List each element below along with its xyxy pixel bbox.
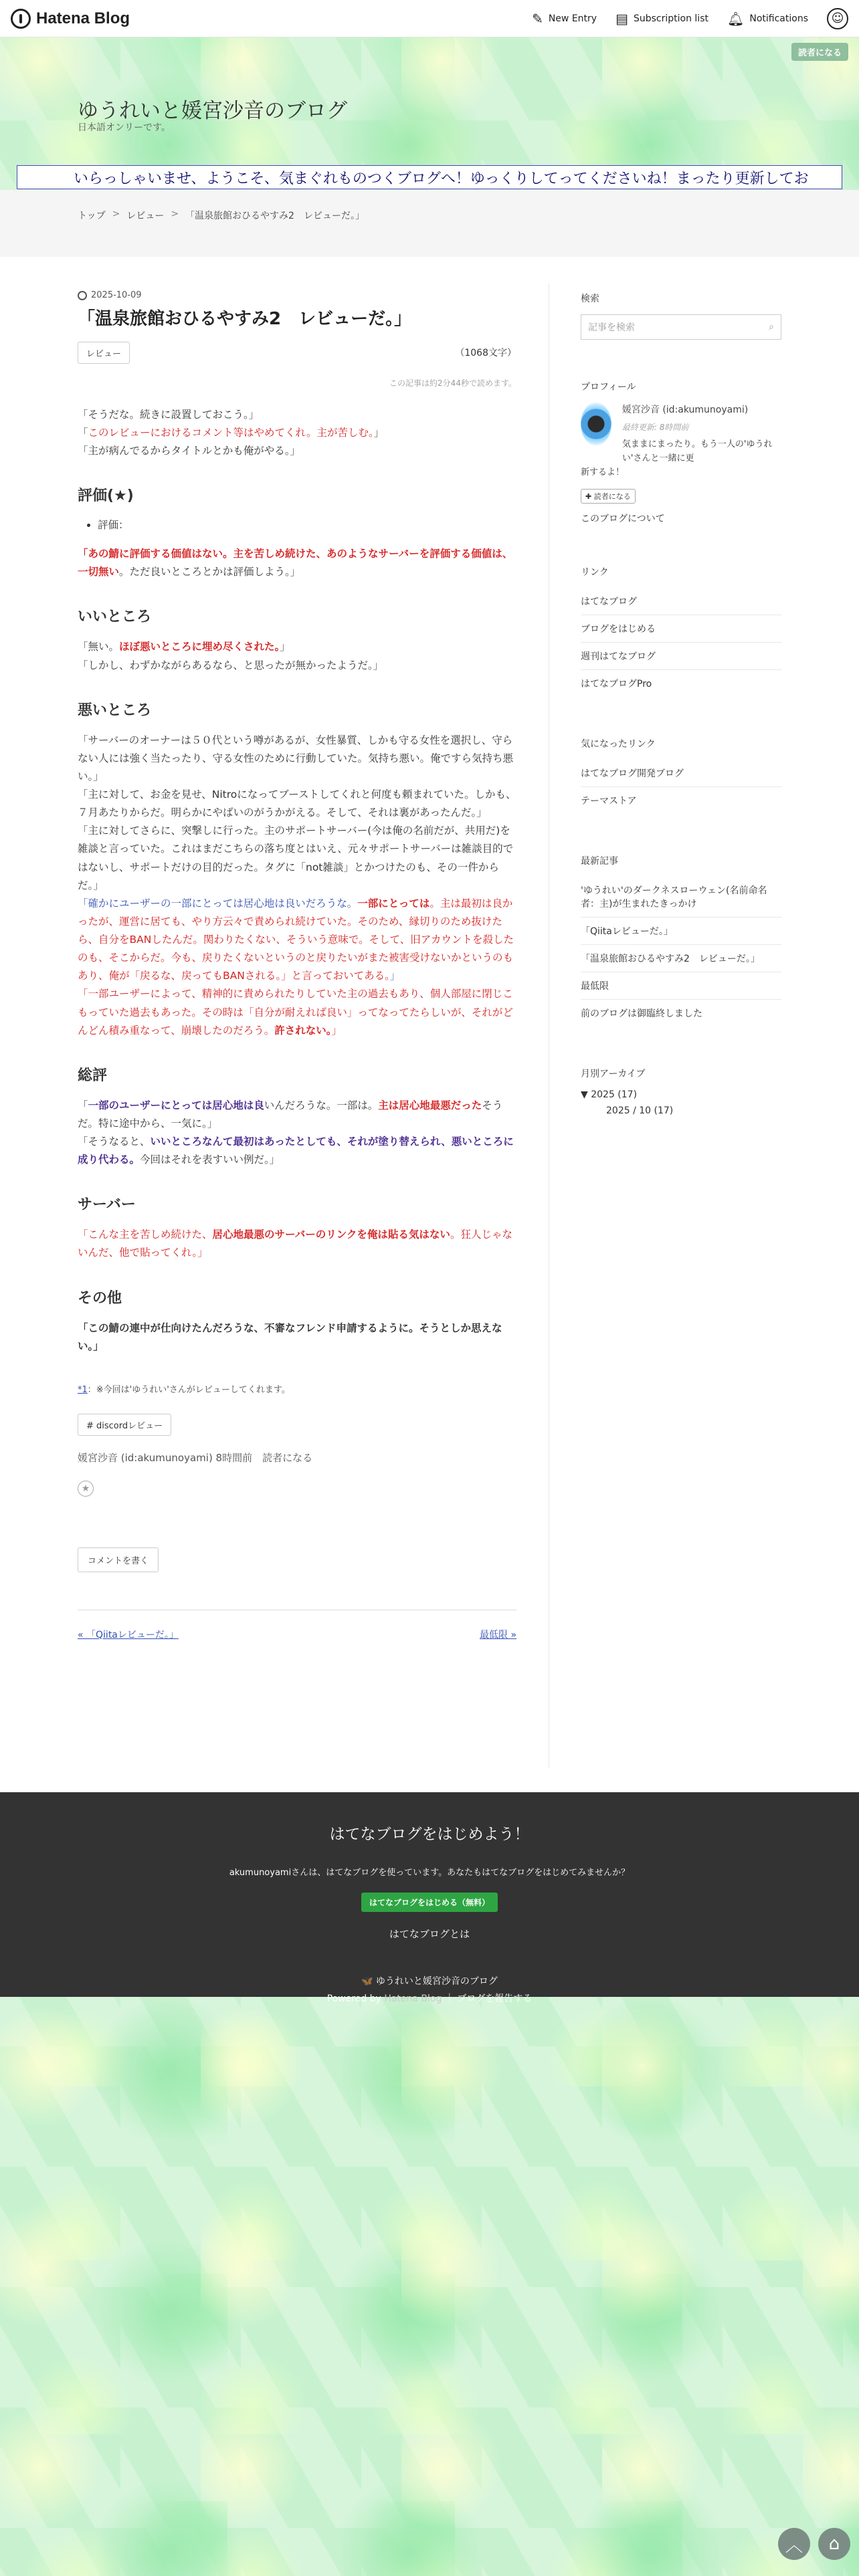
recent-item[interactable]: 「Qiitaレビューだ。」 bbox=[581, 918, 781, 945]
chevron-up-icon: ︿ bbox=[785, 2535, 803, 2556]
read-time: この記事は約2分44秒で読めます。 bbox=[389, 378, 516, 388]
breadcrumb-band bbox=[0, 190, 859, 257]
subscription-list-link[interactable] bbox=[615, 12, 708, 25]
intro-line-1: 「そうだな。続きに設置しておこう。」 bbox=[78, 408, 260, 421]
summary-line-1: 「一部のユーザーにとっては居心地は良いんだろうな。一部は。主は居心地最悪だったそうだ。特に途中から、一気に。」 bbox=[78, 1099, 503, 1130]
good-line-2: 「しかし、わずかながらあるなら、と思ったが無かったようだ。」 bbox=[78, 659, 384, 671]
category-tag[interactable]: レビュー bbox=[78, 342, 130, 364]
write-comment-button[interactable]: コメントを書く bbox=[78, 1547, 159, 1572]
entry-title[interactable]: 「温泉旅館おひるやすみ2 レビューだ。」 bbox=[78, 309, 412, 329]
rating-text: 「あの鯖に評価する価値はない。主を苦しめ続けた、あのようなサーバーを評価する価値は、一切無い。ただ良いところとかは評価しよう。」 bbox=[78, 548, 513, 578]
user-icon[interactable]: ☺ bbox=[827, 8, 848, 29]
char-count: （1068文字） bbox=[455, 348, 516, 359]
footer-subtitle: akumunoyamiさんは、はてなブログを使っています。あなたもはてなブログをはじめてみませんか？ bbox=[229, 1868, 630, 1878]
breadcrumb-separator: > bbox=[112, 209, 120, 219]
search-input[interactable] bbox=[581, 314, 781, 340]
breadcrumb-current: 「温泉旅館おひるやすみ2 レビューだ。」 bbox=[185, 211, 365, 221]
pencil-icon: ✎ bbox=[532, 10, 543, 27]
search-placeholder: 記事を検索 bbox=[588, 322, 635, 333]
search-icon[interactable]: ⌕ bbox=[769, 322, 774, 332]
footer bbox=[0, 1792, 859, 2004]
bell-icon: 🔔︎ bbox=[727, 10, 745, 27]
link-item[interactable]: はてなブログPro bbox=[581, 679, 652, 690]
powered-by-label: Powered by bbox=[326, 1994, 381, 2004]
search-title: 検索 bbox=[581, 294, 599, 304]
sidebar-links bbox=[581, 565, 781, 697]
recent-item[interactable]: 'ゆうれい'のダークネスローウェン(名前命名者：主)が生まれたきっかけ bbox=[581, 877, 781, 918]
rating-list bbox=[98, 517, 516, 532]
home-button[interactable] bbox=[818, 2528, 850, 2560]
breadcrumb-separator: > bbox=[171, 209, 179, 219]
new-entry-link[interactable] bbox=[532, 12, 597, 25]
bad-line-4: 「確かにユーザーの一部にとっては居心地は良いだろうな。一部にとっては。主は最初は良かったが、運営に居ても、やり方云々で責められ続けていた。そのため、縁切りのため抜けたら、自分をBANしたんだ。関わりたくない、そういう意味で。そして、旧アカウントを殺したのも、そこからだ。今も、戻りたくないというのと戻りたいがまた被害受けないかというのもあり、俺が「戻るな、戻ってもBANされる。」と言っておいてある。」 bbox=[78, 897, 514, 982]
bad-line-3: 「主に対してさらに、突撃しに行った。主のサポートサーバー(今は俺の名前だが、共用だ)を雑談と言っていた。これはまだこちらの落ち度とはいえ、元々サポートサーバーは雑談目的ではないし、サポートだけの目的だった。タグに「not雑談」とかつけたのも、その一件からだ。」 bbox=[78, 825, 514, 891]
about-hatena-link[interactable]: はてなブログとは bbox=[389, 1928, 470, 1940]
sidebar bbox=[581, 292, 781, 1156]
profile-row bbox=[581, 403, 781, 466]
content-area bbox=[0, 257, 859, 1792]
recent-item[interactable]: 前のブログは御臨終しました bbox=[581, 1008, 702, 1020]
good-line-1: 「無い。ほぼ悪いところに埋め尽くされた。」 bbox=[78, 641, 290, 653]
summary-line-2: 「そうなると、いいところなんて最初はあったとしても、それが塗り替えられ、悪いところに成り代わる。今回はそれを表すいい例だ。」 bbox=[78, 1136, 514, 1166]
footer-title: はてなブログをはじめよう！ bbox=[329, 1826, 530, 1843]
intro-line-2: 「このレビューにおけるコメント等はやめてくれ。主が苦しむ。」 bbox=[78, 426, 385, 439]
rss-icon: ▤ bbox=[615, 10, 628, 27]
entry-article bbox=[78, 290, 516, 1641]
hashtag-chip[interactable]: # discordレビュー bbox=[78, 1414, 171, 1436]
bad-line-2: 「主に対して、お金を見せ、Nitroになってブーストしてくれと何度も頼まれていた。しかも、７月あたりからだ。明らかにやばいのがうかがえる。そして、それは裏があったんだ。」 bbox=[78, 788, 516, 819]
clock-icon bbox=[78, 291, 87, 300]
sidebar-recent bbox=[581, 854, 781, 1027]
bad-line-1: 「サーバーのオーナーは５０代という噂があるが、女性暴質、しかも守る女性を選択し、守らない人には強く当たったり、守る女性のために行動していた。気持ち悪い。俺ですら気持ち悪い。」 bbox=[78, 734, 514, 782]
author-line[interactable]: 媛宮沙音 (id:akumunoyami) 8時間前 読者になる bbox=[78, 1451, 313, 1464]
powered-by bbox=[0, 1992, 859, 2005]
entry-meta bbox=[78, 342, 516, 364]
hatena-blog-logo[interactable] bbox=[11, 9, 130, 29]
global-nav bbox=[532, 8, 848, 29]
logo-text: Hatena Blog bbox=[36, 9, 130, 27]
blog-title[interactable]: ゆうれいと媛宮沙音のブログ bbox=[78, 99, 347, 123]
fav-link-item[interactable]: はてなブログ開発ブログ bbox=[581, 760, 781, 787]
archive-year[interactable]: ▼ 2025 (17) bbox=[581, 1089, 638, 1101]
notifications-link[interactable] bbox=[727, 12, 808, 25]
heading-server: サーバー bbox=[78, 1196, 136, 1214]
profile-name[interactable]: 媛宮沙音 (id:akumunoyami) bbox=[622, 405, 749, 415]
intro-line-3: 「主が病んでるからタイトルとかも俺がやる。」 bbox=[78, 445, 300, 457]
marquee-text: いらっしゃいませ、ようこそ、気まぐれものつくブログへ！ゆっくりしてってくださいね！まったり更新してお bbox=[74, 170, 809, 187]
recent-item[interactable]: 「温泉旅館おひるやすみ2 レビューだ。」 bbox=[581, 945, 781, 972]
heading-rating: 評価(★) bbox=[78, 488, 134, 505]
entry-date[interactable] bbox=[78, 290, 516, 300]
link-item[interactable]: はてなブログ bbox=[581, 588, 781, 615]
bad-line-5: 「一部ユーザーによって、精神的に責められたりしていた主の過去もあり、個人部屋に閉じこもっていた過去もあった。その時は「自分が耐えれば良い」ってなってたらしいが、それがどんどん積み重なって、崩壊したのだろう。許されない。」 bbox=[78, 988, 513, 1037]
welcome-marquee bbox=[17, 165, 842, 189]
link-item[interactable]: ブログをはじめる bbox=[581, 615, 781, 643]
links-list bbox=[581, 588, 781, 697]
breadcrumb bbox=[78, 209, 365, 222]
entry-pager bbox=[78, 1610, 516, 1641]
footnote-mark[interactable]: *1 bbox=[78, 1384, 88, 1395]
scroll-top-button[interactable] bbox=[778, 2528, 810, 2560]
recent-item[interactable]: 最低限 bbox=[581, 972, 781, 1000]
profile-bio-continued: 新するよ！ bbox=[581, 467, 625, 477]
server-line: 「こんな主を苦しめ続けた、居心地最悪のサーバーのリンクを俺は貼る気はない。狂人じゃないんだ、他で貼ってくれ。」 bbox=[78, 1228, 512, 1259]
blog-description: 日本語オンリーです。 bbox=[78, 122, 171, 133]
subscription-label: Subscription list bbox=[633, 13, 708, 24]
fav-links-list bbox=[581, 760, 781, 814]
sidebar-search bbox=[581, 292, 781, 340]
breadcrumb-top[interactable]: トップ bbox=[78, 211, 106, 221]
entry-date-text: 2025-10-09 bbox=[91, 290, 142, 300]
notifications-label: Notifications bbox=[749, 13, 808, 24]
link-item[interactable]: 週刊はてなブログ bbox=[581, 643, 781, 670]
fav-links-title: 気になったリンク bbox=[581, 739, 656, 750]
hatena-blog-link[interactable]: Hatena Blog bbox=[384, 1994, 442, 2004]
next-entry-link[interactable]: 最低限 » bbox=[479, 1629, 516, 1640]
star-icon[interactable]: ★ bbox=[78, 1481, 94, 1497]
subscribe-button[interactable]: 読者になる bbox=[791, 43, 848, 61]
start-blog-button[interactable]: はてなブログをはじめる（無料） bbox=[361, 1893, 498, 1912]
archive-month[interactable]: 2025 / 10 (17) bbox=[606, 1105, 674, 1117]
home-icon: ⌂ bbox=[828, 2534, 840, 2554]
global-header bbox=[0, 0, 859, 37]
heading-bad: 悪いところ bbox=[78, 702, 152, 719]
heading-summary: 総評 bbox=[78, 1067, 108, 1084]
entry-body bbox=[78, 406, 516, 1356]
profile-updated: 最終更新: 8時間前 bbox=[622, 423, 689, 432]
footnote-text: ：※今回は'ゆうれい'さんがレビューしてくれます。 bbox=[87, 1384, 290, 1395]
about-blog-link[interactable]: このブログについて bbox=[581, 514, 665, 525]
recent-title: 最新記事 bbox=[581, 856, 618, 867]
prev-entry-link[interactable]: « 「Qiitaレビューだ。」 bbox=[78, 1629, 179, 1640]
other-line: 「この鯖の連中が仕向けたんだろうな、不審なフレンド申請するように。そうとしか思えない。」 bbox=[78, 1321, 502, 1352]
footer-separator: ｜ bbox=[444, 1994, 454, 2004]
profile-bio: 気ままにまったり。もう一人の'ゆうれい'さんと一緒に更 bbox=[622, 439, 773, 463]
sidebar-profile bbox=[581, 380, 781, 525]
sidebar-fav-links bbox=[581, 737, 781, 814]
sidebar-archive bbox=[581, 1067, 781, 1116]
recent-list bbox=[581, 877, 781, 1027]
footer-blog-name[interactable]: 🦋 ゆうれいと媛宮沙音のブログ bbox=[361, 1976, 498, 1987]
breadcrumb-category[interactable]: レビュー bbox=[126, 211, 165, 221]
heading-other: その他 bbox=[78, 1289, 122, 1307]
profile-title: プロフィール bbox=[581, 382, 636, 393]
rating-bullet: • 評価： bbox=[98, 517, 516, 532]
footnote bbox=[78, 1382, 516, 1395]
links-title: リンク bbox=[581, 567, 609, 578]
blog-header bbox=[0, 37, 859, 171]
heading-good: いいところ bbox=[78, 609, 152, 626]
hatena-logo-icon bbox=[11, 9, 31, 29]
subscribe-small-button[interactable]: ✚ 読者になる bbox=[581, 489, 636, 504]
new-entry-label: New Entry bbox=[548, 13, 597, 24]
archive-title: 月別アーカイブ bbox=[581, 1069, 646, 1080]
report-blog-link[interactable]: ブログを報告する bbox=[457, 1994, 533, 2004]
fav-link-item[interactable]: テーマストア bbox=[581, 796, 637, 807]
avatar[interactable] bbox=[581, 403, 611, 445]
